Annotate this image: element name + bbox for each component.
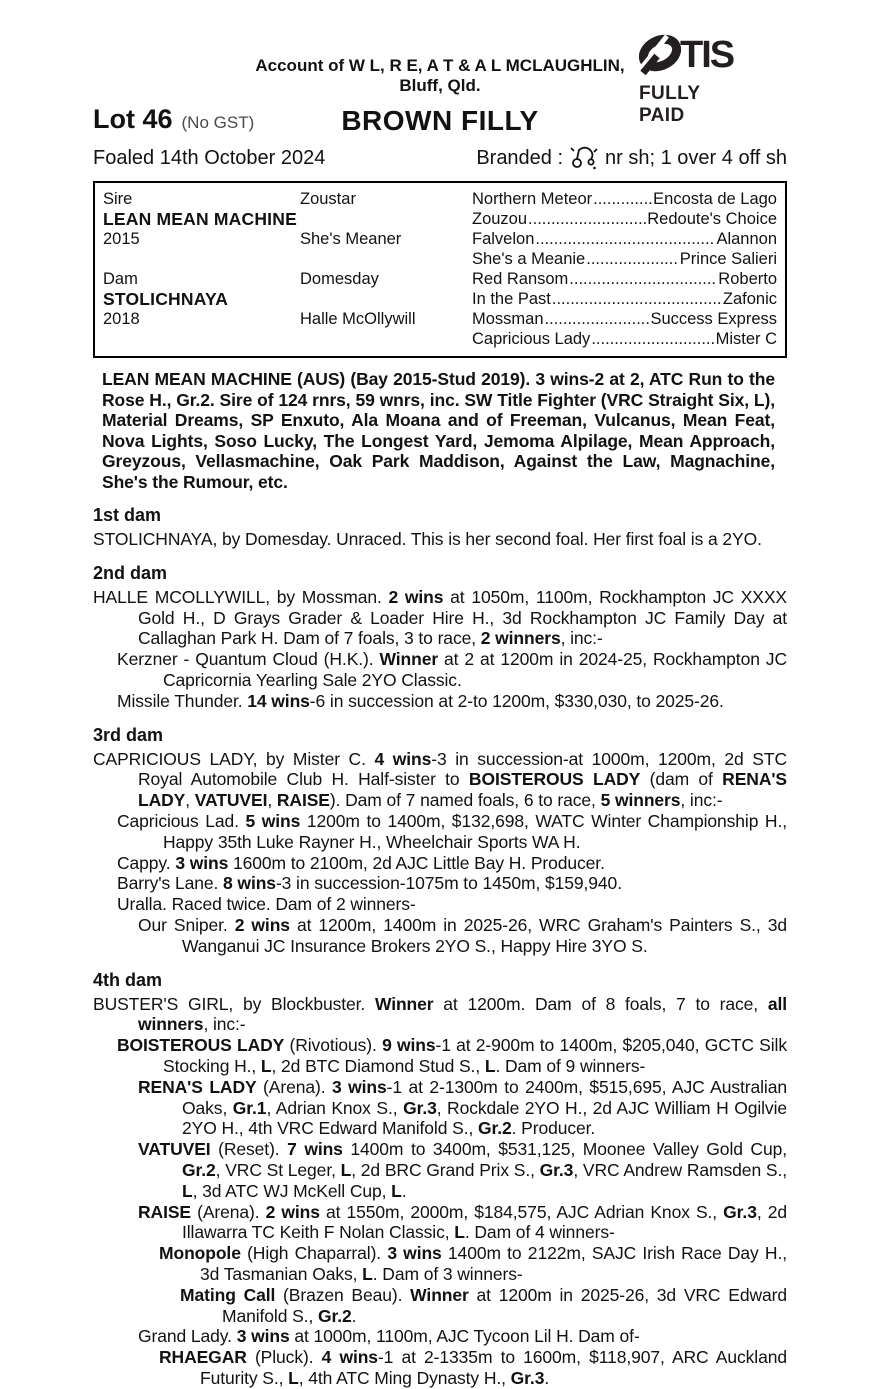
ancestor-name: In the Past [472, 289, 551, 308]
lot-number: Lot 46 [93, 104, 173, 134]
section-3rd-dam [93, 725, 787, 957]
section-heading: 4th dam [93, 969, 163, 990]
ancestor-name: Red Ransom [472, 269, 569, 288]
pedigree-row [103, 309, 777, 329]
ancestor-sire: Roberto [718, 269, 777, 288]
ancestor-name: Mossman [472, 309, 544, 328]
ancestor-line [472, 330, 777, 349]
pedigree-note: RHAEGAR (Pluck). 4 wins-1 at 2-1335m to 1600m, $118,907, ARC Auckland Futurity S., L, 4th ATC Ming Dynasty H., Gr.3. [159, 1347, 787, 1388]
pedigree-row [103, 269, 777, 289]
ancestor-name: She's a Meanie [472, 249, 586, 268]
branded-description: nr sh; 1 over 4 off sh [605, 146, 787, 169]
qtis-fully-paid-label: FULLY PAID [639, 83, 701, 126]
ancestor-line [472, 250, 777, 269]
sire-dam-name: She's Meaner [300, 229, 402, 248]
page-title: BROWN FILLY [341, 105, 539, 136]
lot-header [93, 104, 787, 137]
pedigree-note: Missile Thunder. 14 wins-6 in succession at 2-to 1200m, $330,030, to 2025-26. [117, 690, 724, 711]
pedigree-note: HALLE MCOLLYWILL, by Mossman. 2 wins at 1050m, 1100m, Rockhampton JC XXXX Gold H., D Grays Grader & Loader Hire H., 3d Rockhampton JC Family Day at Callaghan Park H. Dam of 7 foals, 3 to race, 2 winners, inc:- [93, 586, 788, 649]
pedigree-note: RENA'S LADY (Arena). 3 wins-1 at 2-1300m to 2400m, $515,695, AJC Australian Oaks, Gr.1, Adrian Knox S., Gr.3, Rockdale 2YO H., 2d AJC William H Ogilvie 2YO H., 4th VRC Edward Manifold S., Gr.2. Producer. [138, 1076, 787, 1139]
section-heading: 2nd dam [93, 562, 168, 583]
dam-year: 2018 [103, 309, 140, 328]
dot-leader [593, 190, 652, 209]
pedigree-note: Kerzner - Quantum Cloud (H.K.). Winner at 2 at 1200m in 2024-25, Rockhampton JC Capricornia Yearling Sale 2YO Classic. [117, 649, 787, 690]
dot-leader [535, 230, 715, 249]
foaled-date: Foaled 14th October 2024 [93, 146, 326, 169]
pedigree-note: CAPRICIOUS LADY, by Mister C. 4 wins-3 in succession-at 1000m, 1200m, 2d STC Royal Automobile Club H. Half-sister to BOISTEROUS LADY (dam of RENA'S LADY, VATUVEI, RAISE). Dam of 7 named foals, 6 to race, 5 winners, inc:- [93, 748, 787, 811]
pedigree-row [103, 329, 777, 349]
ancestor-sire: Encosta de Lago [653, 189, 777, 208]
pedigree-row [103, 249, 777, 269]
sire-year: 2015 [103, 229, 140, 248]
ancestor-sire: Success Express [650, 309, 777, 328]
ancestor-sire: Alannon [716, 229, 777, 248]
qtis-logo-text: TIS [680, 34, 734, 76]
pedigree-row [103, 289, 777, 309]
pedigree-note: Barry's Lane. 8 wins-3 in succession-1075m to 1450m, $159,940. [117, 873, 622, 894]
dam-sire-name: Domesday [300, 269, 379, 288]
foaled-branded-row [93, 145, 787, 171]
sire-summary: LEAN MEAN MACHINE (AUS) (Bay 2015-Stud 2019). 3 wins-2 at 2, ATC Run to the Rose H., Gr.2. Sire of 124 rnrs, 59 wnrs, inc. SW Title Fighter (VRC Straight Six, L), Material Dreams, SP Enxuto, Ala Moana and of Freeman, Vulcanus, Mean Feat, Nova Lights, Soso Lucky, The Longest Yard, Jemoma Alpilage, Mean Approach, Greyzous, Vellasmachine, Oak Park Maddison, Against the Law, Magnachine, She's the Rumour, etc. [102, 369, 775, 492]
ancestor-line [472, 270, 777, 289]
ancestor-line [472, 230, 777, 249]
ancestor-sire: Mister C [715, 329, 777, 348]
pedigree-note: Uralla. Raced twice. Dam of 2 winners- [117, 894, 416, 915]
ancestor-line [472, 290, 777, 309]
ancestor-line [472, 210, 777, 229]
no-gst-note: (No GST) [181, 113, 255, 132]
pedigree-note: STOLICHNAYA, by Domesday. Unraced. This is her second foal. Her first foal is a 2YO. [93, 529, 762, 549]
dot-leader [586, 250, 679, 269]
ancestor-name: Northern Meteor [472, 189, 593, 208]
dot-leader [552, 290, 722, 309]
dam-dam-name: Halle McOllywill [300, 309, 416, 328]
ancestor-name: Capricious Lady [472, 329, 591, 348]
ancestor-sire: Redoute's Choice [647, 209, 777, 228]
sire-name: LEAN MEAN MACHINE [103, 208, 297, 229]
pedigree-note: Monopole (High Chaparral). 3 wins 1400m to 2122m, SAJC Irish Race Day H., 3d Tasmanian Oaks, L. Dam of 3 winners- [159, 1243, 787, 1284]
ancestor-name: Zouzou [472, 209, 528, 228]
pedigree-note: Capricious Lad. 5 wins 1200m to 1400m, $132,698, WATC Winter Championship H., Happy 35th Luke Rayner H., Wheelchair Sports WA H. [117, 810, 787, 852]
pedigree-row [103, 189, 777, 209]
branded-label: Branded : [476, 146, 564, 169]
section-heading: 3rd dam [93, 724, 164, 745]
pedigree-note: VATUVEI (Reset). 7 wins 1400m to 3400m, $531,125, Moonee Valley Gold Cup, Gr.2, VRC St Leger, L, 2d BRC Grand Prix S., Gr.3, VRC Andrew Ramsden S., L, 3d ATC WJ McKell Cup, L. [138, 1139, 787, 1201]
pedigree-note: RAISE (Arena). 2 wins at 1550m, 2000m, $184,575, AJC Adrian Knox S., Gr.3, 2d Illawarra TC Keith F Nolan Classic, L. Dam of 4 winners- [138, 1201, 787, 1243]
pedigree-note: BUSTER'S GIRL, by Blockbuster. Winner at 1200m. Dam of 8 foals, 7 to race, all winners, inc:- [93, 993, 787, 1035]
ancestor-line [472, 310, 777, 329]
sire-role-label: Sire [103, 189, 133, 208]
account-owners: Account of W L, R E, A T & A L MCLAUGHLIN, [255, 56, 625, 75]
pedigree-note: Cappy. 3 wins 1600m to 2100m, 2d AJC Little Bay H. Producer. [117, 852, 605, 873]
pedigree-note: Mating Call (Brazen Beau). Winner at 1200m in 2025-26, 3d VRC Edward Manifold S., Gr.2. [180, 1284, 787, 1326]
sire-sire-name: Zoustar [300, 189, 356, 208]
dam-role-label: Dam [103, 269, 138, 288]
section-2nd-dam [93, 563, 787, 712]
ancestor-name: Falvelon [472, 229, 535, 248]
section-4th-dam [93, 970, 787, 1389]
section-heading: 1st dam [93, 505, 162, 525]
ancestor-line [472, 190, 777, 209]
dot-leader [545, 310, 650, 329]
pedigree-note: BOISTEROUS LADY (Rivotious). 9 wins-1 at 2-900m to 1400m, $205,040, GCTC Silk Stocking H., L, 2d BTC Diamond Stud S., L. Dam of 9 winners- [117, 1035, 787, 1076]
dot-leader [528, 210, 646, 229]
section-1st-dam [93, 505, 787, 550]
dot-leader [591, 330, 714, 349]
dot-leader [569, 270, 717, 289]
account-location: Bluff, Qld. [399, 76, 481, 95]
horse-brand-icon [568, 143, 600, 173]
pedigree-note: Grand Lady. 3 wins at 1000m, 1100m, AJC Tycoon Lil H. Dam of- [138, 1326, 640, 1347]
pedigree-table [93, 181, 787, 358]
ancestor-sire: Zafonic [722, 289, 777, 308]
pedigree-row [103, 229, 777, 249]
branded-info [476, 143, 787, 173]
account-block [93, 56, 787, 96]
ancestor-sire: Prince Salieri [679, 249, 777, 268]
pedigree-row [103, 209, 777, 229]
dam-name: STOLICHNAYA [103, 288, 229, 309]
pedigree-note: Our Sniper. 2 wins at 1200m, 1400m in 2025-26, WRC Graham's Painters S., 3d Wanganui JC Insurance Brokers 2YO S., Happy Hire 3YO S. [138, 914, 787, 956]
